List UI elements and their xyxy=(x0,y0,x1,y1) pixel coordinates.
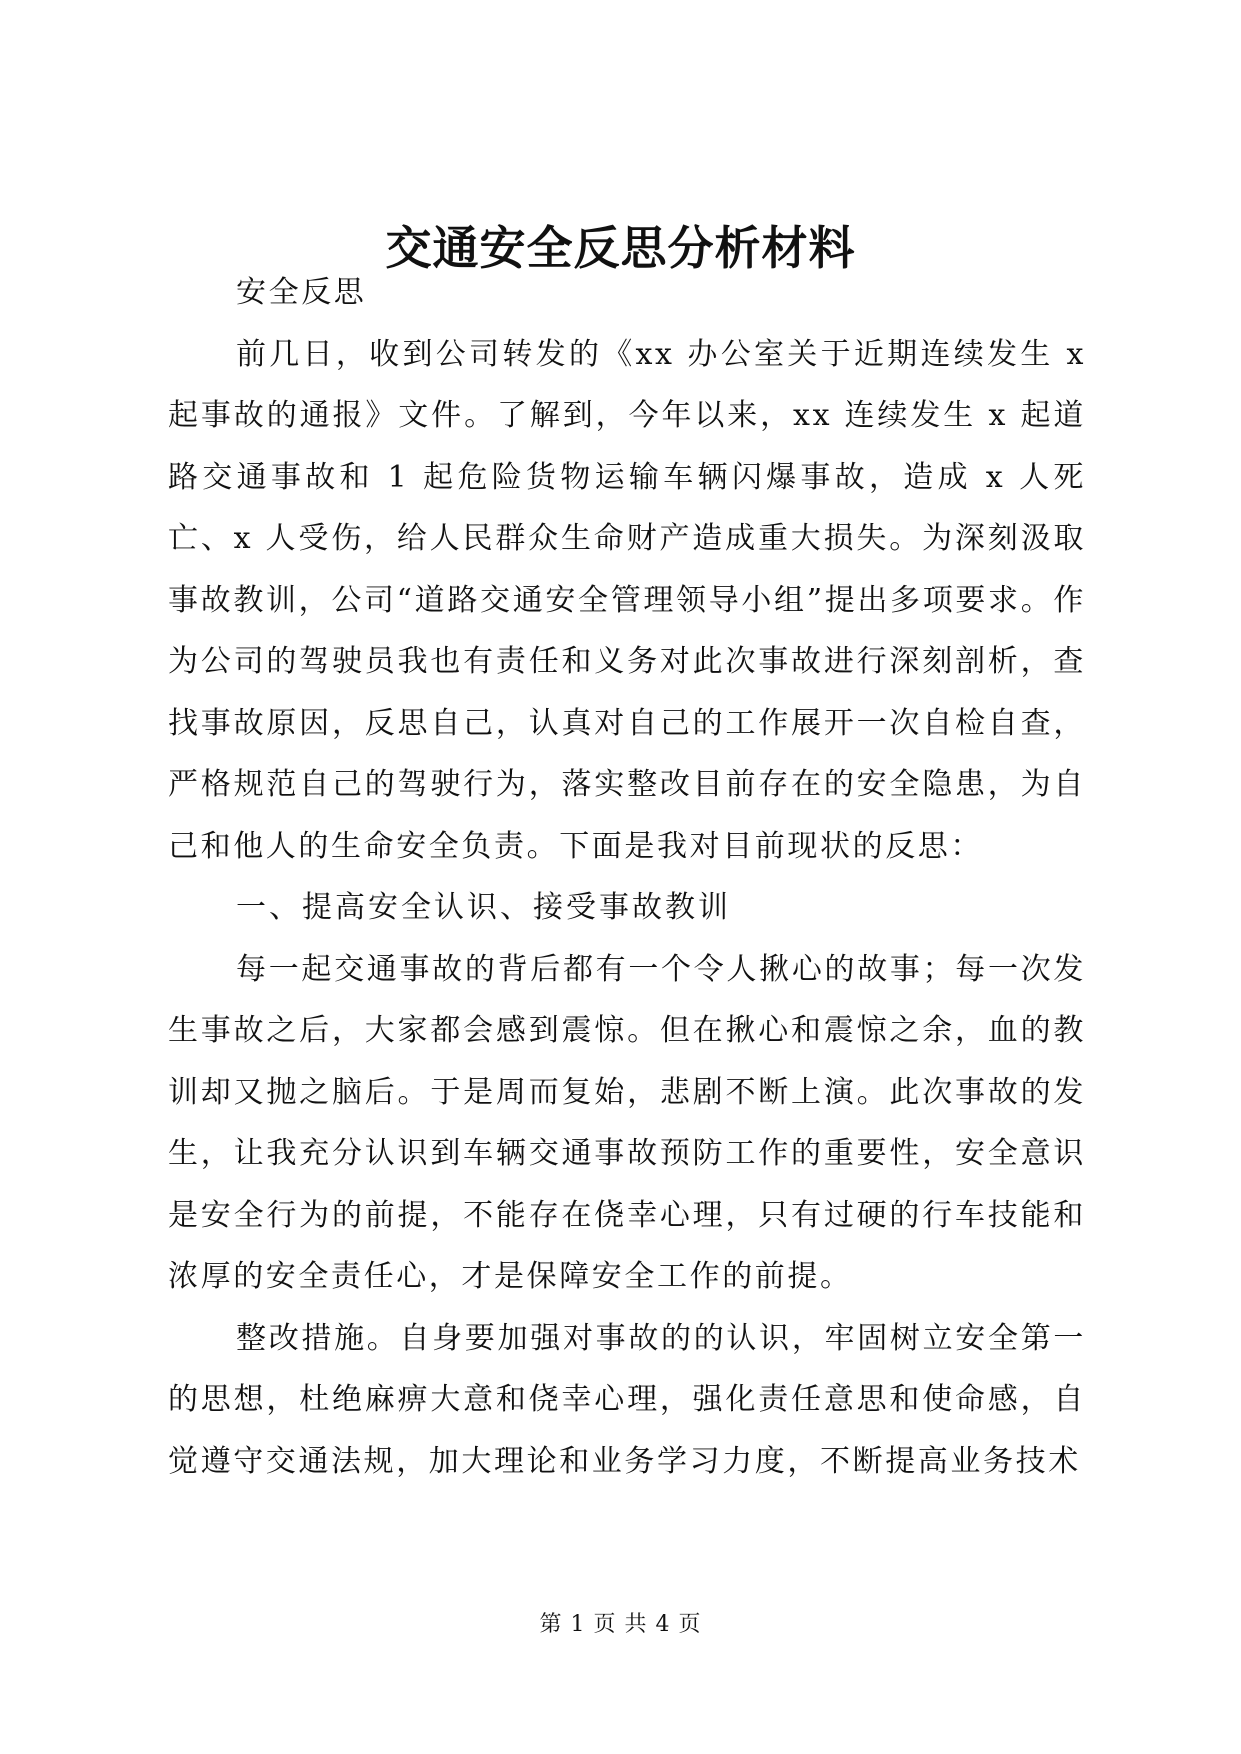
document-title: 交通安全反思分析材料 xyxy=(385,221,856,275)
document-body xyxy=(168,262,1086,1492)
section-heading: 一、提高安全认识、接受事故教训 xyxy=(236,890,731,925)
paragraph-intro: 前几日，收到公司转发的《xx 办公室关于近期连续发生 x 起事故的通报》文件。了解到，今年以来，xx 连续发生 x 起道路交通事故和 1 起危险货物运输车辆闪爆事故，造成 x 人死亡、x 人受伤，给人民群众生命财产造成重大损失。为深刻汲取事故教训，公司“道路交通安全管理领导小组”提出多项要求。作为公司的驾驶员我也有责任和义务对此次事故进行深刻剖析，查找事故原因，反思自己，认真对自己的工作展开一次自检自查，严格规范自己的驾驶行为，落实整改目前存在的安全隐患，为自己和他人的生命安全负责。下面是我对目前现状的反思： xyxy=(168,336,1086,864)
paragraph-body: 每一起交通事故的背后都有一个令人揪心的故事；每一次发生事故之后，大家都会感到震惊。但在揪心和震惊之余，血的教训却又抛之脑后。于是周而复始，悲剧不断上演。此次事故的发生，让我充分认识到车辆交通事故预防工作的重要性，安全意识是安全行为的前提，不能存在侥幸心理，只有过硬的行车技能和浓厚的安全责任心，才是保障安全工作的前提。 xyxy=(168,951,1086,1294)
paragraph-subtitle: 安全反思 xyxy=(236,275,367,310)
paragraph-measures: 整改措施。自身要加强对事故的的认识，牢固树立安全第一的思想，杜绝麻痹大意和侥幸心理，强化责任意思和使命感，自觉遵守交通法规，加大理论和业务学习力度，不断提高业务技术 xyxy=(168,1320,1086,1479)
page-number-footer: 第 1 页 共 4 页 xyxy=(539,1612,702,1637)
